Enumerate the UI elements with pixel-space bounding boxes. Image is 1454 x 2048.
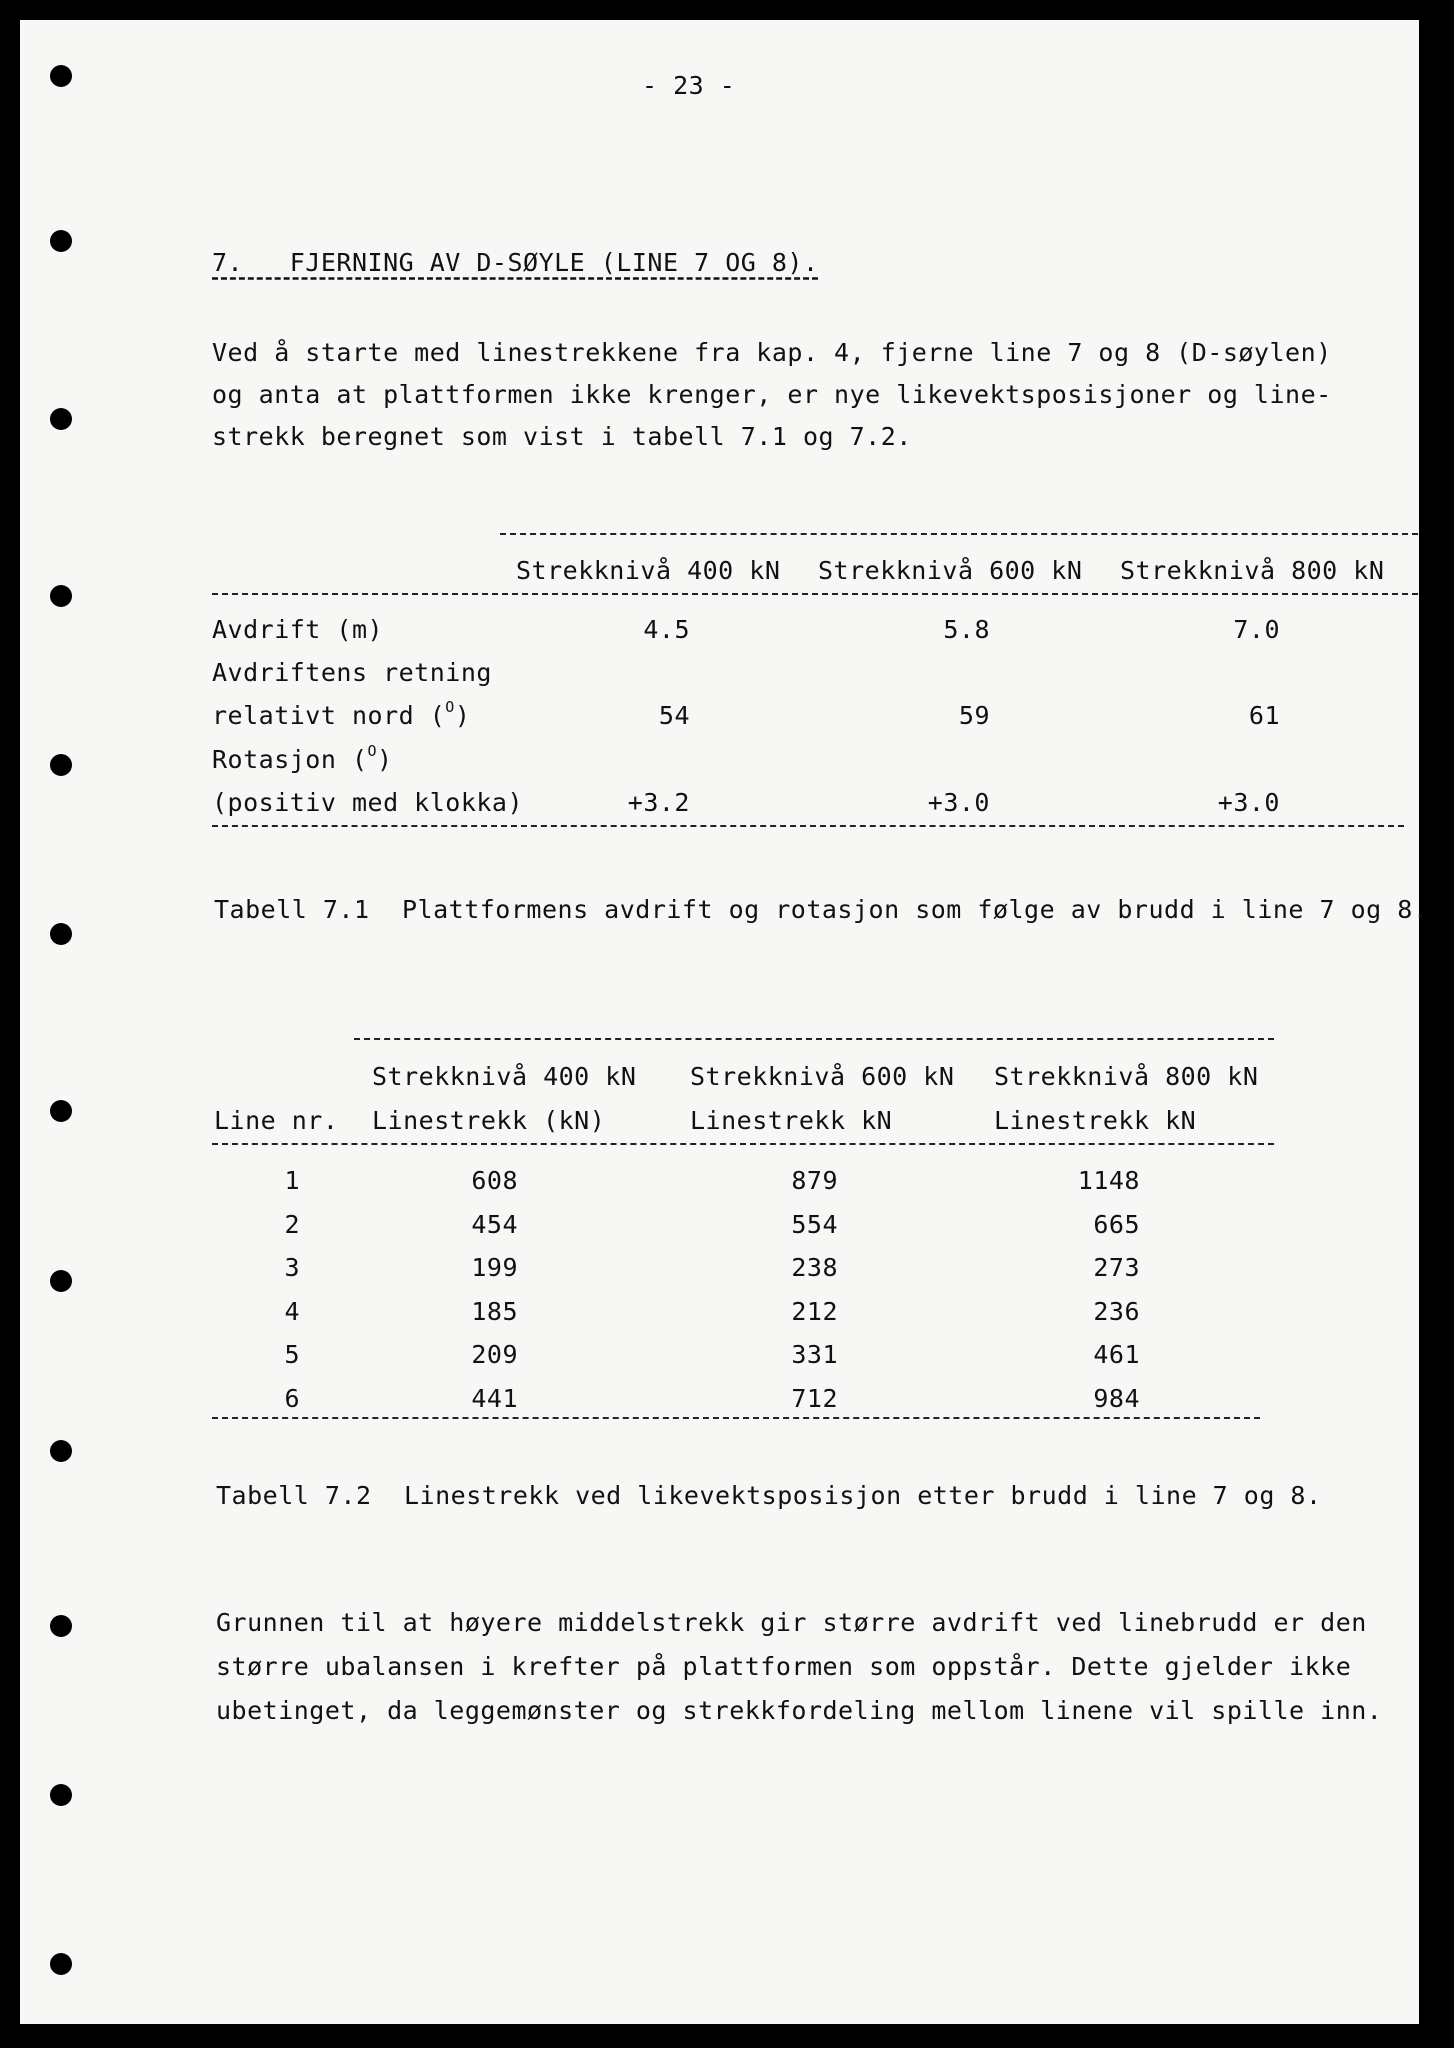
binder-hole — [50, 1784, 72, 1806]
table2-header-line-nr: Line nr. — [214, 1106, 339, 1135]
table1-cell: +3.2 — [627, 788, 690, 817]
binder-hole — [50, 408, 72, 430]
table2-cell: 209 — [471, 1340, 518, 1369]
intro-line: strekk beregnet som vist i tabell 7.1 og 7.2. — [212, 422, 912, 451]
table2-bottom-rule — [212, 1417, 1260, 1419]
table2-cell: 331 — [791, 1340, 838, 1369]
page-number: - 23 - — [642, 71, 736, 100]
table2-cell: 984 — [1093, 1383, 1140, 1413]
document-page — [20, 20, 1429, 2024]
closing-line: ubetinget, da leggemønster og strekkfordeling mellom linene vil spille inn. — [216, 1696, 1383, 1725]
table2-cell: 185 — [471, 1296, 518, 1326]
table2-cell: 273 — [1093, 1253, 1140, 1282]
table2-cell: 461 — [1093, 1340, 1140, 1369]
table1-header: Strekknivå 400 kN — [516, 556, 781, 585]
table1-header-rule — [212, 593, 1418, 595]
table2-cell: 454 — [471, 1209, 518, 1239]
table2-cell: 608 — [471, 1166, 518, 1195]
table2-header-top: Strekknivå 800 kN — [994, 1062, 1259, 1091]
table2-caption-label: Tabell 7.2 — [216, 1481, 372, 1510]
table1-row-label: relativt nord ($^O$) — [212, 698, 471, 730]
binder-hole — [50, 923, 72, 945]
binder-hole — [50, 1953, 72, 1975]
table2-caption: Linestrekk ved likevektsposisjon etter brudd i line 7 og 8. — [404, 1481, 1322, 1510]
binder-hole — [50, 1270, 72, 1292]
intro-line: Ved å starte med linestrekkene fra kap. 4, fjerne line 7 og 8 (D-søylen) — [212, 338, 1332, 367]
intro-line: og anta at plattformen ikke krenger, er nye likevektsposisjoner og line- — [212, 380, 1332, 409]
table2-header-bottom: Linestrekk kN — [690, 1106, 893, 1135]
binder-hole — [50, 1615, 72, 1637]
table2-header-top: Strekknivå 600 kN — [690, 1062, 955, 1091]
table1-cell: 61 — [1248, 701, 1280, 730]
table2-line-nr: 4 — [284, 1296, 300, 1326]
table1-caption: Plattformens avdrift og rotasjon som følge av brudd i line 7 og 8. — [402, 895, 1429, 924]
table2-line-nr: 3 — [284, 1253, 300, 1282]
binder-hole — [50, 1440, 72, 1462]
table1-top-rule — [500, 533, 1418, 535]
table2-header-rule — [212, 1143, 1274, 1145]
table1-cell: 54 — [658, 701, 690, 730]
closing-line: Grunnen til at høyere middelstrekk gir større avdrift ved linebrudd er den — [216, 1608, 1367, 1637]
table2-line-nr: 6 — [284, 1383, 300, 1413]
table1-bottom-rule — [212, 825, 1404, 827]
table2-cell: 665 — [1093, 1209, 1140, 1239]
table1-row-label: Avdrift (m) — [212, 615, 384, 644]
table2-line-nr: 5 — [284, 1340, 300, 1369]
table2-cell: 1148 — [1077, 1166, 1140, 1195]
table2-cell: 212 — [791, 1296, 838, 1326]
table2-cell: 554 — [791, 1209, 838, 1239]
table2-cell: 879 — [791, 1166, 838, 1195]
table1-cell: +3.0 — [927, 788, 990, 817]
closing-line: større ubalansen i krefter på plattformen som oppstår. Dette gjelder ikke — [216, 1652, 1352, 1681]
section-heading: 7. FJERNING AV D-SØYLE (LINE 7 OG 8). — [212, 248, 819, 277]
table1-row-label: Rotasjon ($^O$) — [212, 742, 393, 774]
binder-hole — [50, 585, 72, 607]
table2-header-bottom: Linestrekk kN — [994, 1106, 1197, 1135]
table1-cell: 7.0 — [1233, 615, 1280, 644]
table2-cell: 712 — [791, 1383, 838, 1413]
table1-cell: +3.0 — [1217, 788, 1280, 817]
table1-header: Strekknivå 800 kN — [1120, 556, 1385, 585]
binder-hole — [50, 65, 72, 87]
table2-top-rule — [354, 1038, 1274, 1040]
table2-cell: 441 — [471, 1383, 518, 1413]
table1-row-label: (positiv med klokka) — [212, 788, 524, 817]
table2-header-top: Strekknivå 400 kN — [372, 1062, 637, 1091]
table2-line-nr: 1 — [284, 1166, 300, 1195]
table1-cell: 5.8 — [943, 615, 990, 644]
table1-caption-label: Tabell 7.1 — [214, 895, 370, 924]
table2-cell: 236 — [1093, 1296, 1140, 1326]
table2-cell: 238 — [791, 1253, 838, 1282]
table1-cell: 4.5 — [643, 615, 690, 644]
binder-hole — [50, 754, 72, 776]
table1-header: Strekknivå 600 kN — [818, 556, 1083, 585]
table2-line-nr: 2 — [284, 1209, 300, 1239]
table2-cell: 199 — [471, 1253, 518, 1282]
binder-hole — [50, 230, 72, 252]
table1-cell: 59 — [958, 701, 990, 730]
table2-header-bottom: Linestrekk (kN) — [372, 1106, 606, 1135]
binder-hole — [50, 1100, 72, 1122]
table1-row-label: Avdriftens retning — [212, 658, 492, 687]
